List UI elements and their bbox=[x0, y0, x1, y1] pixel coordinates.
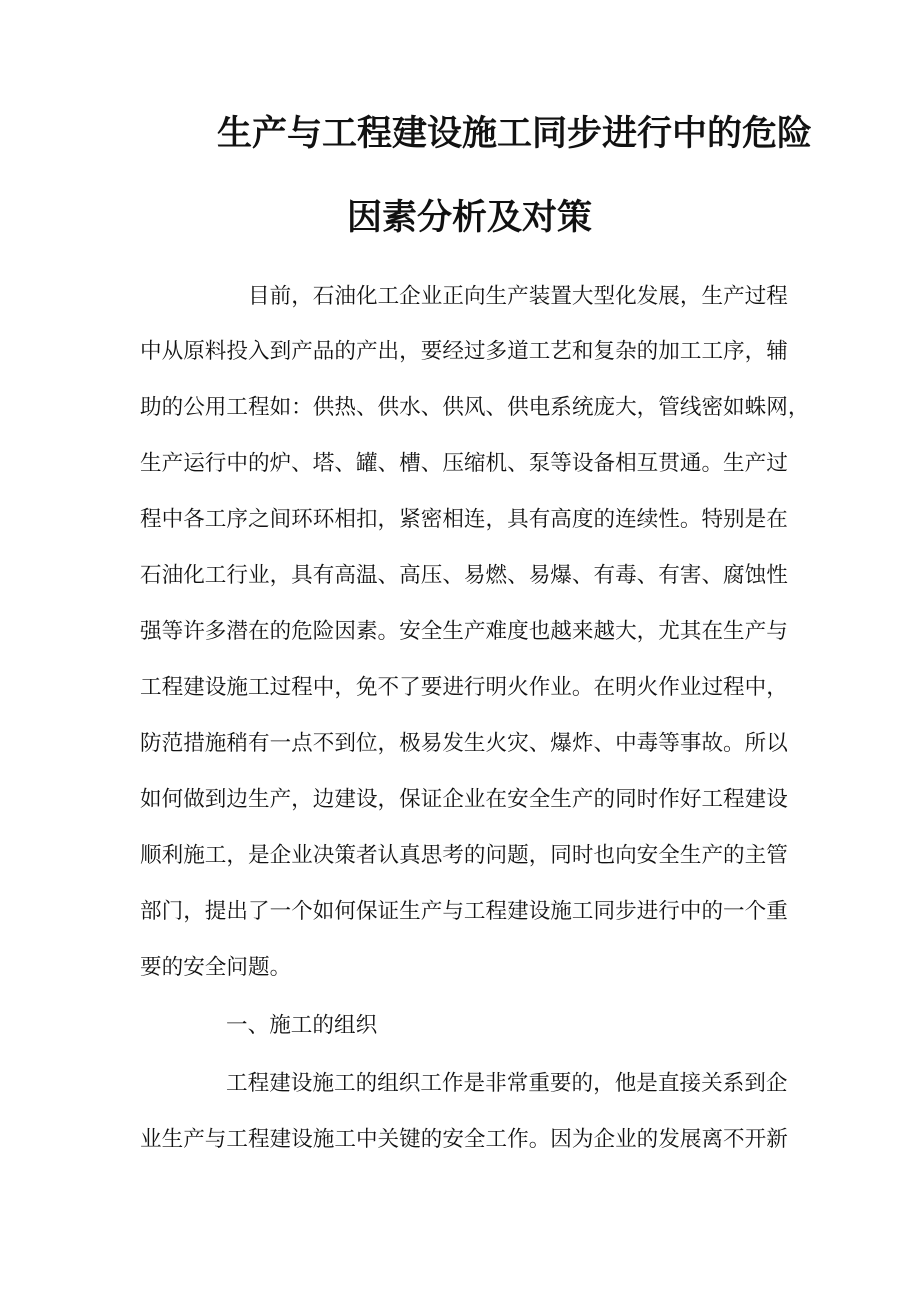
paragraph-line: 如何做到边生产，边建设，保证企业在安全生产的同时作好工程建设 bbox=[140, 787, 788, 812]
paragraph-line: 石油化工行业，具有高温、高压、易燃、易爆、有毒、有害、腐蚀性 bbox=[140, 563, 788, 588]
paragraph-line: 工程建设施工过程中，免不了要进行明火作业。在明火作业过程中， bbox=[140, 675, 788, 700]
paragraph-line: 助的公用工程如：供热、供水、供风、供电系统庞大，管线密如蛛网， bbox=[140, 395, 810, 420]
paragraph-line-last: 要的安全问题。 bbox=[140, 955, 292, 980]
paragraph-line: 中从原料投入到产品的产出，要经过多道工艺和复杂的加工工序，辅 bbox=[140, 339, 788, 364]
paragraph-line: 生产运行中的炉、塔、罐、槽、压缩机、泵等设备相互贯通。生产过 bbox=[140, 451, 788, 476]
paragraph-line: 顺利施工，是企业决策者认真思考的问题，同时也向安全生产的主管 bbox=[140, 843, 788, 868]
paragraph-line: 防范措施稍有一点不到位，极易发生火灾、爆炸、中毒等事故。所以 bbox=[140, 731, 788, 756]
paragraph-line: 工程建设施工的组织工作是非常重要的，他是直接关系到企 bbox=[226, 1071, 788, 1096]
paragraph-line: 业生产与工程建设施工中关键的安全工作。因为企业的发展离不开新 bbox=[140, 1127, 788, 1152]
document-title-line-1: 生产与工程建设施工同步进行中的危险 bbox=[217, 113, 813, 154]
paragraph-line: 程中各工序之间环环相扣，紧密相连，具有高度的连续性。特别是在 bbox=[140, 507, 788, 532]
section-heading: 一、施工的组织 bbox=[226, 1013, 378, 1038]
paragraph-line: 部门，提出了一个如何保证生产与工程建设施工同步进行中的一个重 bbox=[140, 899, 788, 924]
paragraph-line: 强等许多潜在的危险因素。安全生产难度也越来越大，尤其在生产与 bbox=[140, 619, 788, 644]
paragraph-line: 目前，石油化工企业正向生产装置大型化发展，生产过程 bbox=[248, 284, 788, 309]
document-title-line-2: 因素分析及对策 bbox=[347, 197, 593, 238]
